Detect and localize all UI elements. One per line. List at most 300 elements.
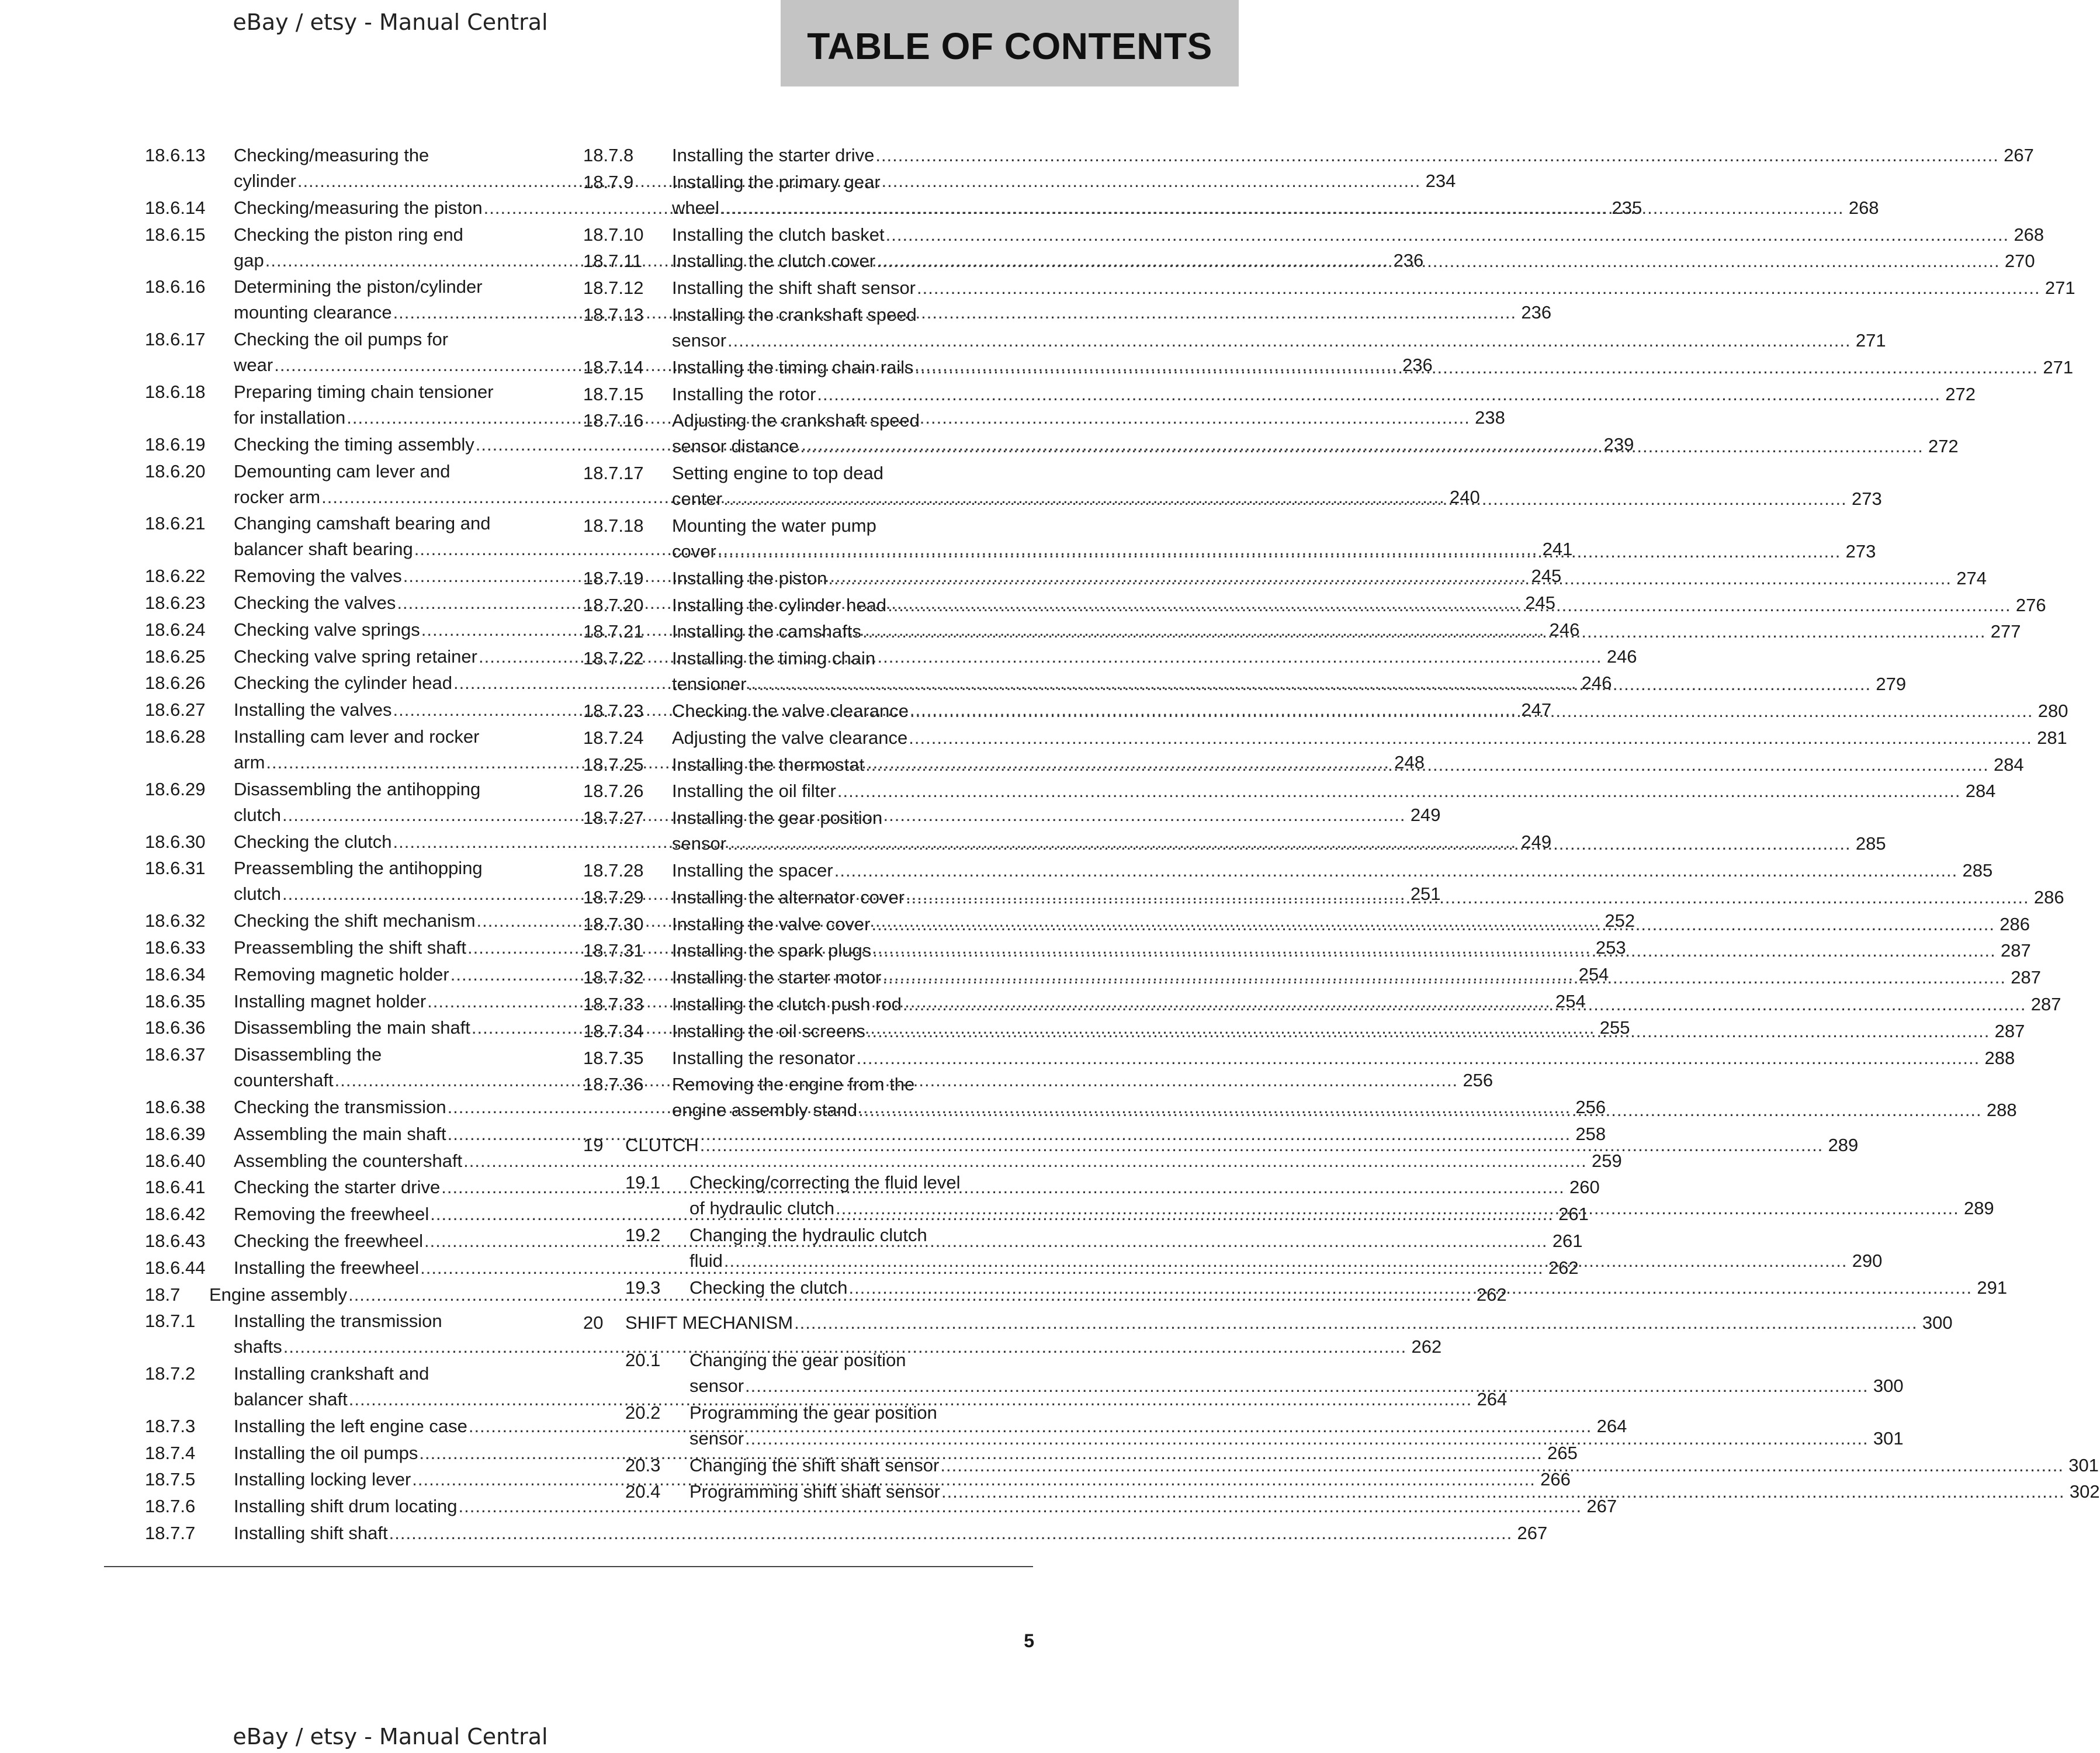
toc-chapter-entry[interactable] <box>583 1310 1953 1336</box>
toc-entry-title-line: Changing the gear position <box>689 1349 906 1370</box>
toc-entry-page: 251 <box>1410 884 1441 905</box>
toc-entry-title <box>672 566 1987 591</box>
dot-leader <box>718 539 1841 564</box>
toc-entry-title-line: center <box>672 489 723 510</box>
toc-entry-number: 19 <box>583 1135 604 1156</box>
toc-entry-page: 290 <box>1852 1250 1883 1272</box>
toc-entry-page: 239 <box>1603 434 1634 455</box>
toc-entry-title-line: clutch <box>234 884 281 905</box>
toc-entry-number: 18.6.20 <box>145 460 206 481</box>
toc-entry-number: 18.7.26 <box>583 781 644 802</box>
toc-entry-title-line: Adjusting the crankshaft speed <box>672 410 920 431</box>
toc-entry-title-line: Disassembling the main shaft <box>234 1017 470 1038</box>
toc-entry-title-line: sensor <box>689 1375 744 1396</box>
toc-entry-page: 300 <box>1922 1312 1953 1333</box>
toc-entry-number: 18.7.35 <box>583 1047 644 1068</box>
toc-entry-title <box>689 1170 1994 1221</box>
toc-entry-title-line: Checking the cylinder head <box>234 673 452 694</box>
toc-entry-number: 18.7.24 <box>583 727 644 748</box>
toc-entry-page: 288 <box>1984 1047 2015 1068</box>
toc-entry-title-line: Installing the cylinder head <box>672 594 887 615</box>
toc-entry-title-line: Checking/correcting the fluid level <box>689 1172 961 1193</box>
page-number: 5 <box>1024 1630 1034 1651</box>
toc-entry-title <box>672 1018 2025 1044</box>
toc-entry-page: 235 <box>1612 197 1642 218</box>
toc-entry-title <box>672 382 1976 407</box>
dot-leader <box>872 938 1996 964</box>
toc-entry-page: 302 <box>2069 1481 2100 1502</box>
toc-entry-title-line: Installing the piston <box>672 567 827 588</box>
toc-entry-number: 18.6.26 <box>145 673 206 694</box>
toc-entry-title <box>672 248 2035 274</box>
toc-entry-title <box>672 619 2021 645</box>
toc-entry-number: 18.7.9 <box>583 171 634 192</box>
toc-entry-title-line: Installing cam lever and rocker <box>234 726 480 747</box>
toc-entry-number: 18.7.6 <box>145 1496 196 1517</box>
toc-entry-title <box>672 169 1879 221</box>
toc-entry-title-line: mounting clearance <box>234 302 392 323</box>
toc-entry[interactable] <box>583 275 2075 301</box>
toc-entry-title <box>672 1072 2017 1123</box>
toc-entry-title-line: Adjusting the valve clearance <box>672 727 908 748</box>
toc-entry[interactable] <box>583 1045 2015 1071</box>
toc-entry-page: 234 <box>1425 171 1456 191</box>
toc-entry-title-line: Demounting cam lever and <box>234 460 451 481</box>
toc-entry-title <box>689 1400 1904 1451</box>
toc-entry-title-line: Checking valve springs <box>234 619 420 640</box>
toc-entry[interactable] <box>583 143 2034 168</box>
toc-entry-title-line: Installing the oil screens <box>672 1020 865 1041</box>
toc-entry-number: 18.6.43 <box>145 1230 206 1251</box>
toc-entry-number: 18.7.32 <box>583 967 644 988</box>
toc-entry-page: 245 <box>1531 566 1562 587</box>
dot-leader <box>862 619 1986 645</box>
toc-entry-title-line: balancer shaft bearing <box>234 539 413 560</box>
toc-entry-page: 267 <box>1586 1496 1617 1517</box>
toc-entry-page: 238 <box>1475 407 1505 428</box>
toc-entry-title-line: Checking the piston ring end <box>234 224 463 245</box>
toc-entry-number: 18.6.30 <box>145 831 206 852</box>
toc-entry-title-line: rocker arm <box>234 486 321 507</box>
toc-entry-page: 258 <box>1575 1123 1606 1144</box>
toc-entry-page: 270 <box>2004 251 2035 272</box>
dot-leader <box>745 1373 1869 1399</box>
toc-entry-number: 19.2 <box>625 1225 661 1246</box>
toc-entry-page: 246 <box>1606 646 1637 667</box>
toc-entry-page: 262 <box>1476 1284 1507 1305</box>
toc-entry-page: 249 <box>1521 831 1552 852</box>
toc-entry-number: 18.6.40 <box>145 1150 206 1171</box>
toc-entry-title-line: Checking the starter drive <box>234 1177 441 1198</box>
toc-entry-title-line: Installing the clutch push rod <box>672 993 902 1014</box>
toc-entry-title <box>672 725 2067 751</box>
dot-leader <box>917 275 2040 301</box>
toc-entry-page: 284 <box>1993 754 2024 775</box>
toc-entry-title <box>672 302 1886 354</box>
toc-entry-page: 284 <box>1965 781 1996 802</box>
dot-leader <box>794 1310 1918 1336</box>
toc-entry-title-line: Checking the clutch <box>234 831 392 852</box>
toc-entry-title-line: Installing the camshafts <box>672 621 861 642</box>
toc-entry-number: 18.7.15 <box>583 383 644 404</box>
toc-entry-title <box>672 885 2064 910</box>
toc-entry-number: 20 <box>583 1312 604 1333</box>
dot-leader <box>915 355 2039 380</box>
toc-entry-title-line: Removing the engine from the <box>672 1074 915 1095</box>
toc-entry-number: 18.7.28 <box>583 860 644 881</box>
dot-leader <box>834 858 1958 884</box>
toc-entry-page: 272 <box>1928 436 1959 457</box>
toc-entry-title-line: Preassembling the antihopping <box>234 858 483 879</box>
dot-leader <box>909 725 2032 751</box>
toc-entry-number: 18.6.28 <box>145 726 206 747</box>
toc-entry-title <box>672 858 1992 884</box>
toc-entry-page: 271 <box>2044 278 2075 299</box>
toc-entry-number: 18.7.3 <box>145 1415 196 1436</box>
toc-entry-title-line: wheel <box>672 197 719 218</box>
toc-entry-title-line: Installing the spacer <box>672 860 833 881</box>
toc-entry-page: 285 <box>1962 860 1993 881</box>
toc-entry-page: 265 <box>1547 1442 1578 1463</box>
toc-entry[interactable] <box>583 382 1976 407</box>
toc-entry-title-line: Installing the spark plugs <box>672 940 872 961</box>
toc-entry-number: 18.6.19 <box>145 434 206 455</box>
toc-entry-title-line: sensor <box>689 1428 744 1449</box>
toc-entry-page: 291 <box>1977 1277 2008 1298</box>
toc-entry-number: 19.1 <box>625 1172 661 1193</box>
toc-entry-title-line: Checking valve spring retainer <box>234 646 477 667</box>
toc-entry-title-line: Checking the oil pumps for <box>234 329 449 350</box>
toc-entry-title-line: Installing the transmission <box>234 1311 442 1332</box>
dot-leader <box>871 912 1995 937</box>
dot-leader <box>720 195 1844 221</box>
footer-divider <box>104 1566 1033 1567</box>
toc-entry-number: 18.6.14 <box>145 197 206 218</box>
toc-entry-title <box>672 222 2044 248</box>
toc-entry-title-line: Installing shift shaft <box>234 1523 388 1544</box>
toc-entry-number: 18.7.23 <box>583 700 644 721</box>
toc-entry-page: 259 <box>1592 1150 1622 1171</box>
toc-entry-page: 262 <box>1411 1336 1442 1357</box>
toc-entry-number: 18.6.38 <box>145 1096 206 1117</box>
toc-entry-page: 260 <box>1569 1177 1600 1198</box>
toc-entry-title <box>672 698 2068 724</box>
toc-entry-title-line: Changing the shift shaft sensor <box>689 1454 940 1475</box>
toc-entry-number: 18.7.17 <box>583 463 644 484</box>
toc-entry-number: 18.6.37 <box>145 1044 206 1065</box>
toc-entry-title-line: Installing the starter motor <box>672 967 882 988</box>
toc-entry-title <box>689 1347 1904 1399</box>
toc-entry-number: 18.7.30 <box>583 913 644 934</box>
toc-entry-title-line: Installing the oil pumps <box>234 1442 418 1463</box>
toc-entry-page: 254 <box>1578 964 1609 985</box>
dot-leader <box>700 1132 1824 1158</box>
toc-entry-title-line: Mounting the water pump <box>672 515 876 536</box>
toc-entry-title-line: Installing the thermostat <box>672 754 865 775</box>
toc-entry-number: 20.3 <box>625 1454 661 1475</box>
toc-entry-page: 256 <box>1575 1096 1606 1117</box>
toc-entry-number: 18.7.1 <box>145 1311 196 1332</box>
toc-entry-page: 276 <box>2015 594 2046 615</box>
toc-entry-number: 18.7 <box>145 1284 181 1305</box>
toc-entry-title-line: countershaft <box>234 1070 334 1091</box>
toc-entry-title-line: Installing locking lever <box>234 1469 411 1490</box>
toc-entry-number: 18.7.31 <box>583 940 644 961</box>
toc-entry-title-line: gap <box>234 250 264 271</box>
toc-entry-number: 18.7.4 <box>145 1442 196 1463</box>
toc-entry-title-line: Changing the hydraulic clutch <box>689 1225 927 1246</box>
toc-entry-number: 18.7.19 <box>583 567 644 588</box>
toc-entry[interactable] <box>145 1494 1617 1519</box>
toc-entry-page: 267 <box>2004 145 2034 165</box>
toc-entry-page: 236 <box>1393 250 1424 271</box>
toc-entry-title-line: Installing crankshaft and <box>234 1363 429 1384</box>
dot-leader <box>910 698 2033 724</box>
toc-entry-number: 18.6.44 <box>145 1257 206 1278</box>
toc-entry-title <box>689 1453 2099 1478</box>
toc-entry-title-line: for installation <box>234 407 346 428</box>
toc-entry-title-line: Installing the primary gear <box>672 171 881 192</box>
toc-entry-page: 280 <box>2037 700 2068 721</box>
toc-entry[interactable] <box>583 778 1996 804</box>
toc-entry-number: 18.6.39 <box>145 1123 206 1144</box>
toc-entry-title <box>672 593 2046 618</box>
toc-entry-page: 241 <box>1542 539 1573 560</box>
toc-entry-number: 19.3 <box>625 1277 661 1298</box>
dot-leader <box>849 1275 1973 1301</box>
toc-entry-title-line: Assembling the main shaft <box>234 1123 446 1144</box>
toc-entry-title-line: Changing camshaft bearing and <box>234 513 491 534</box>
toc-entry-title-line: Checking/measuring the piston <box>234 197 483 218</box>
toc-entry-title-line: Checking the transmission <box>234 1096 446 1117</box>
toc-entry-number: 18.6.34 <box>145 964 206 985</box>
toc-entry-page: 287 <box>2001 940 2031 961</box>
toc-entry-title-line: CLUTCH <box>625 1135 699 1156</box>
toc-entry-number: 18.6.16 <box>145 276 206 297</box>
toc-entry-title <box>625 1132 1858 1158</box>
toc-entry-title-line: Setting engine to top dead <box>672 463 883 484</box>
toc-entry-title-line: arm <box>234 751 265 772</box>
toc-entry-number: 18.7.10 <box>583 224 644 245</box>
toc-entry-number: 18.7.16 <box>583 410 644 431</box>
toc-entry-page: 286 <box>1999 913 2030 934</box>
toc-entry-title <box>689 1222 1882 1274</box>
toc-entry-title-line: Installing the freewheel <box>234 1257 420 1278</box>
dot-leader <box>723 486 1847 512</box>
toc-entry-number: 18.6.27 <box>145 699 206 720</box>
toc-entry-page: 266 <box>1540 1469 1571 1490</box>
toc-entry-title-line: wear <box>234 355 273 376</box>
toc-entry-page: 236 <box>1402 355 1433 376</box>
toc-entry-title-line: Installing the crankshaft speed <box>672 304 917 325</box>
toc-entry-page: 273 <box>1845 541 1876 562</box>
toc-entry-title-line: Installing the rotor <box>672 383 816 404</box>
toc-entry-number: 18.6.36 <box>145 1017 206 1038</box>
toc-entry-page: 252 <box>1605 910 1635 931</box>
toc-entry-number: 20.4 <box>625 1481 661 1502</box>
toc-entry-page: 271 <box>2043 356 2074 377</box>
toc-entry-page: 249 <box>1410 804 1441 825</box>
toc-entry-title-line: Disassembling the <box>234 1044 382 1065</box>
toc-entry-title-line: Installing the oil filter <box>672 781 836 802</box>
toc-entry-page: 246 <box>1581 673 1612 694</box>
toc-entry-title-line: sensor <box>672 833 727 854</box>
toc-entry[interactable] <box>625 1453 2099 1478</box>
toc-entry-number: 18.6.42 <box>145 1204 206 1225</box>
toc-entry-page: 289 <box>1963 1198 1994 1219</box>
dot-leader <box>882 965 2006 990</box>
toc-entry-number: 18.7.5 <box>145 1469 196 1490</box>
toc-entry-number: 18.6.15 <box>145 224 206 245</box>
toc-entry-title-line: fluid <box>689 1250 723 1272</box>
toc-entry-page: 272 <box>1945 383 1976 404</box>
dot-leader <box>817 382 1940 407</box>
dot-leader <box>865 752 1989 778</box>
toc-entry-title <box>672 992 2061 1017</box>
toc-entry-page: 264 <box>1596 1415 1627 1436</box>
section-heading: TABLE OF CONTENTS <box>807 25 1212 67</box>
toc-entry-page: 281 <box>2037 727 2067 748</box>
toc-entry[interactable] <box>583 858 1993 884</box>
toc-entry-title <box>672 275 2075 301</box>
toc-entry-page: 253 <box>1595 937 1626 958</box>
toc-entry[interactable] <box>145 1520 1548 1546</box>
toc-entry-title <box>672 355 2073 380</box>
toc-entry-title-line: cover <box>672 541 716 562</box>
toc-entry-number: 20.1 <box>625 1349 661 1370</box>
dot-leader <box>876 248 2000 274</box>
toc-entry-title-line: Removing magnetic holder <box>234 964 449 985</box>
dot-leader <box>886 222 2009 248</box>
toc-entry-title <box>672 778 1995 804</box>
toc-entry-title <box>672 460 1882 512</box>
toc-entry-title-line: Checking the shift mechanism <box>234 910 476 931</box>
toc-entry-number: 18.6.13 <box>145 145 206 165</box>
toc-entry-title <box>672 408 1959 459</box>
watermark-top: eBay / etsy - Manual Central <box>233 9 548 35</box>
toc-entry-page: 245 <box>1525 592 1555 613</box>
dot-leader <box>389 1520 1513 1546</box>
toc-entry-title-line: Engine assembly <box>209 1284 348 1305</box>
toc-entry-title-line: Installing the timing chain rails <box>672 356 914 377</box>
toc-entry[interactable] <box>145 1148 1622 1174</box>
dot-leader <box>748 671 1872 697</box>
dot-leader <box>727 328 1851 354</box>
toc-entry-page: 277 <box>1990 621 2021 642</box>
toc-entry-title <box>672 752 2024 778</box>
toc-entry[interactable] <box>583 725 2067 751</box>
toc-entry-title <box>689 1275 2007 1301</box>
toc-entry-page: 274 <box>1956 567 1987 588</box>
toc-entry-title-line: Assembling the countershaft <box>234 1150 463 1171</box>
toc-entry-page: 300 <box>1873 1375 1904 1396</box>
toc-entry-title-line: Disassembling the antihopping <box>234 778 481 799</box>
dot-leader <box>745 1426 1869 1451</box>
dot-leader <box>940 1453 2064 1478</box>
toc-entry-page: 254 <box>1555 990 1586 1011</box>
toc-entry-number: 18.7.11 <box>583 251 643 272</box>
toc-entry-title-line: Programming the gear position <box>689 1402 937 1423</box>
toc-entry-title <box>672 646 1906 697</box>
watermark-bottom: eBay / etsy - Manual Central <box>233 1724 548 1749</box>
toc-entry-title-line: Installing the shift shaft sensor <box>672 278 916 299</box>
toc-entry-number: 18.7.12 <box>583 278 644 299</box>
toc-entry-number: 18.6.25 <box>145 646 206 667</box>
toc-entry-title-line: Preassembling the shift shaft <box>234 937 467 958</box>
toc-entry-number: 18.6.32 <box>145 910 206 931</box>
toc-entry-page: 285 <box>1855 833 1886 854</box>
toc-entry-title-line: Installing magnet holder <box>234 990 427 1011</box>
toc-entry-title-line: Checking/measuring the <box>234 145 429 165</box>
toc-entry-page: 247 <box>1521 699 1552 720</box>
toc-entry-title-line: Installing the starter drive <box>672 145 875 165</box>
toc-entry-page: 255 <box>1599 1017 1630 1038</box>
toc-entry[interactable] <box>583 222 2044 248</box>
toc-entry-page: 301 <box>2068 1454 2099 1475</box>
toc-entry-title-line: Determining the piston/cylinder <box>234 276 483 297</box>
toc-entry-title-line: Installing the clutch cover <box>672 251 876 272</box>
toc-entry-title-line: Installing the left engine case <box>234 1415 467 1436</box>
toc-entry-title-line: cylinder <box>234 171 296 191</box>
toc-entry-number: 18.7.34 <box>583 1020 644 1041</box>
toc-entry-title-line: Installing the valves <box>234 699 392 720</box>
toc-entry-number: 18.7.20 <box>583 594 644 615</box>
toc-entry-title <box>672 965 2041 990</box>
toc-entry-number: 18.7.36 <box>583 1074 644 1095</box>
toc-entry-title-line: Installing the valve cover <box>672 913 871 934</box>
dot-leader <box>828 566 1952 591</box>
toc-entry-title-line: shafts <box>234 1336 282 1357</box>
toc-entry-page: 261 <box>1552 1230 1583 1251</box>
toc-entry-title-line: clutch <box>234 804 281 825</box>
toc-entry-number: 18.7.25 <box>583 754 644 775</box>
toc-entry-number: 18.7.8 <box>583 145 634 165</box>
toc-entry-title-line: Installing shift drum locating <box>234 1496 458 1517</box>
toc-entry-title-line: Preparing timing chain tensioner <box>234 381 494 402</box>
toc-entry-number: 20.2 <box>625 1402 661 1423</box>
toc-entry-number: 18.6.29 <box>145 778 206 799</box>
toc-entry-title-line: sensor distance <box>672 436 799 457</box>
toc-entry-number: 18.7.18 <box>583 515 644 536</box>
toc-entry-number: 18.6.17 <box>145 329 206 350</box>
toc-entry-page: 246 <box>1549 619 1580 640</box>
toc-entry-page: 262 <box>1548 1257 1579 1278</box>
toc-entry-title <box>689 1479 2100 1505</box>
toc-entry-number: 18.7.2 <box>145 1363 196 1384</box>
toc-entry-title-line: Installing the gear position <box>672 808 883 829</box>
dot-leader <box>906 885 2029 910</box>
dot-leader <box>727 831 1851 857</box>
toc-entry-page: 286 <box>2033 886 2064 907</box>
toc-entry-title-line: sensor <box>672 330 727 351</box>
toc-entry-number: 18.7.7 <box>145 1523 196 1544</box>
toc-entry-title-line: Checking the valves <box>234 592 396 613</box>
toc-entry-title-line: of hydraulic clutch <box>689 1198 835 1219</box>
toc-entry-page: 301 <box>1873 1428 1904 1449</box>
toc-entry-title-line: Checking the valve clearance <box>672 700 909 721</box>
toc-entry-page: 236 <box>1521 302 1552 323</box>
toc-entry-title-line: Installing the clutch basket <box>672 224 885 245</box>
toc-entry-title-line: balancer shaft <box>234 1389 348 1410</box>
dot-leader <box>858 1097 1982 1123</box>
dot-leader <box>836 1196 1959 1221</box>
toc-entry[interactable] <box>625 1347 1904 1399</box>
dot-leader <box>800 434 1924 459</box>
toc-entry-page: 268 <box>1848 197 1879 218</box>
dot-leader <box>941 1479 2065 1505</box>
toc-entry-number: 18.7.29 <box>583 886 644 907</box>
dot-leader <box>875 143 1999 168</box>
